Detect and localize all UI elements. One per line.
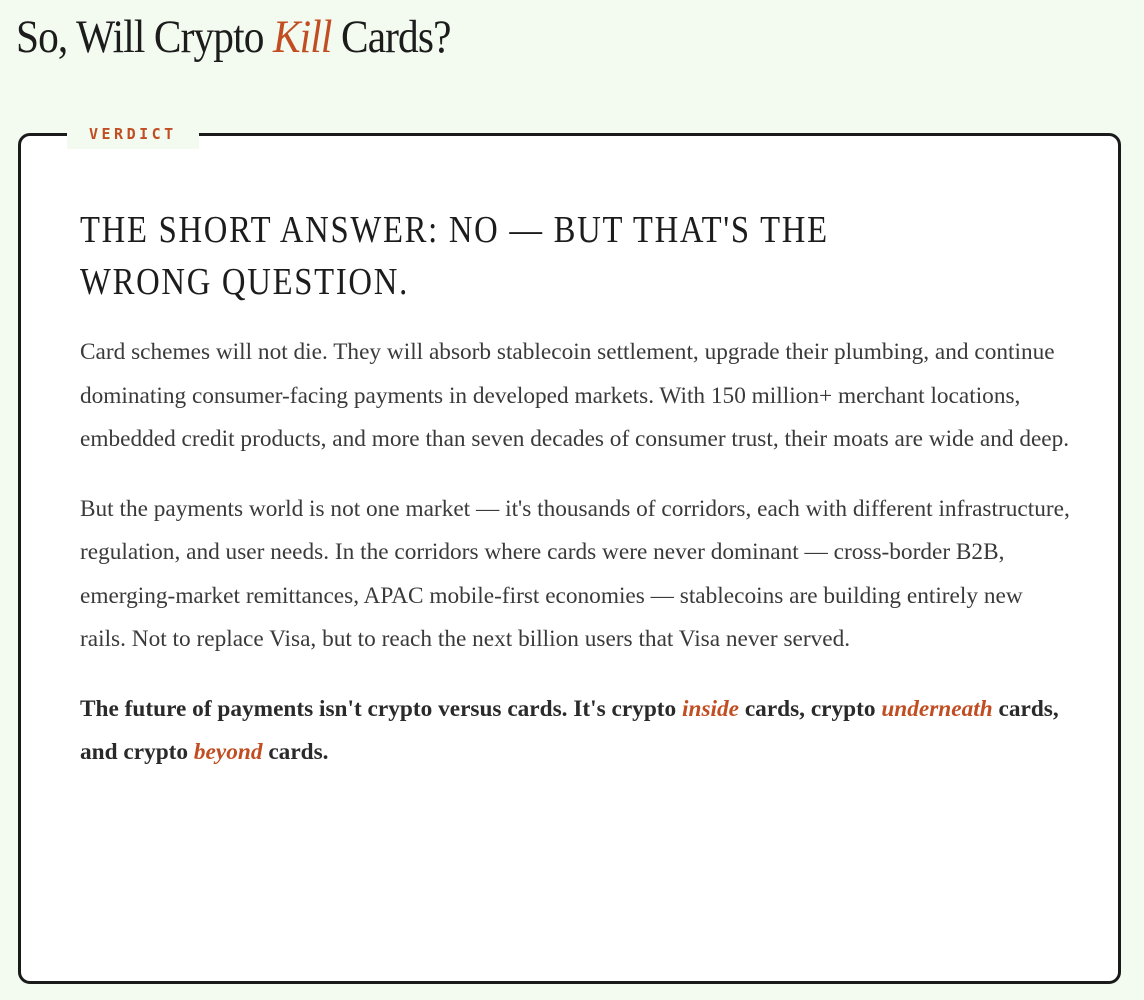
page-title [16, 6, 451, 68]
verdict-heading: THE SHORT ANSWER: NO — BUT THAT'S THE WRONG QUESTION. [80, 209, 829, 303]
verdict-paragraph-1: Card schemes will not die. They will absorb stablecoin settlement, upgrade their plumbing, and continue dominating consumer-facing payments in developed markets. With 150 million+ merchant locations, embedded credit products, and more than seven decades of consumer trust, their moats are wide and deep. [80, 339, 1070, 452]
page-title-suffix: Cards? [331, 11, 451, 63]
page-title-prefix: So, Will Crypto [16, 11, 273, 63]
verdict-conclusion [80, 688, 1070, 775]
conclusion-text-3: cards, and crypto [80, 695, 1059, 765]
conclusion-emphasis-beyond: beyond [193, 739, 263, 765]
conclusion-text-4: cards. [262, 739, 329, 765]
conclusion-text-1: The future of payments isn't crypto versus cards. It's crypto [80, 695, 683, 722]
verdict-body [80, 331, 1070, 801]
conclusion-emphasis-inside: inside [682, 695, 739, 722]
conclusion-text-2: cards, crypto [739, 695, 882, 722]
conclusion-emphasis-underneath: underneath [881, 695, 993, 722]
verdict-paragraph-2: But the payments world is not one market — it's thousands of corridors, each with different infrastructure, regulation, and user needs. In the corridors where cards were never dominant — cross-border B2B, emerging-market remittances, APAC mobile-first economies — stablecoins are building entirely new rails. Not to replace Visa, but to reach the next billion users that Visa never served. [80, 495, 1070, 652]
verdict-tag: VERDICT [67, 119, 199, 149]
verdict-card [18, 125, 1121, 984]
page-title-emphasis: Kill [272, 11, 332, 63]
